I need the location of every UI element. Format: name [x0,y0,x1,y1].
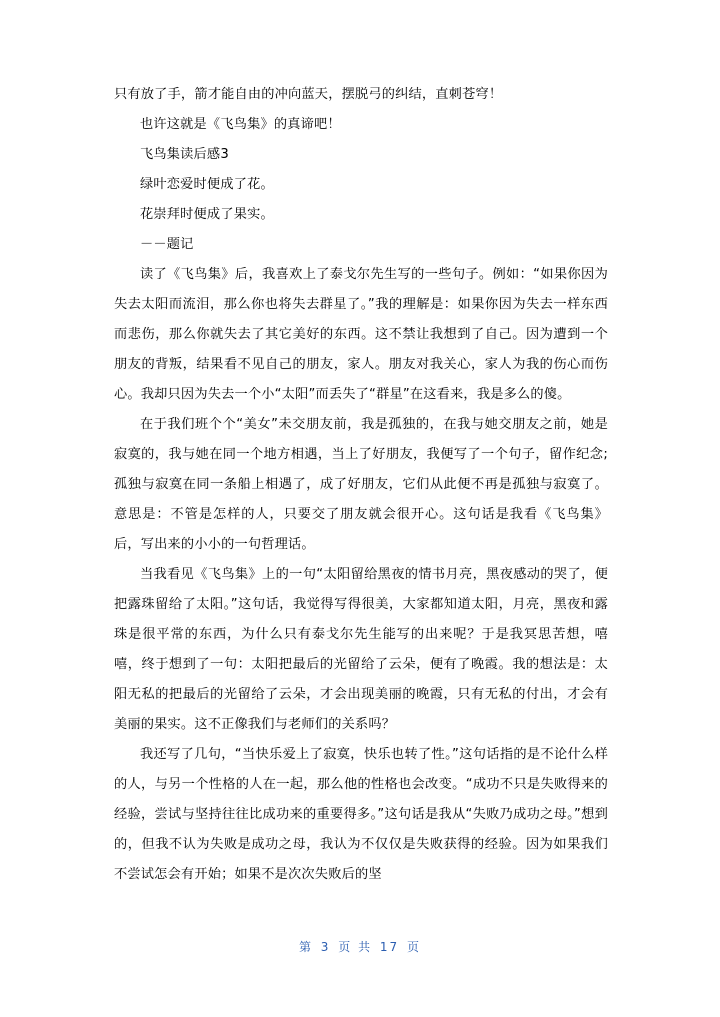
footer-middle: 页 共 [338,940,373,954]
page-footer [0,938,720,955]
paragraph: 读了《飞鸟集》后，我喜欢上了泰戈尔先生写的一些句子。例如：“如果你因为失去太阳而流泪，那么你也将失去群星了。”我的理解是：如果你因为失去一样东西而悲伤，那么你就失去了其它美好的东西。这不禁让我想到了自己。因为遭到一个朋友的背叛，结果看不见自己的朋友，家人。朋友对我关心，家人为我的伤心而伤心。我却只因为失去一个小“太阳”而丢失了“群星”在这看来，我是多么的傻。 [114,267,608,402]
footer-prefix: 第 [298,940,313,954]
footer-page-number: 3 [320,940,331,954]
paragraph: 我还写了几句，“当快乐爱上了寂寞，快乐也转了性。”这句话指的是不论什么样的人，与另一个性格的人在一起，那么他的性格也会改变。“成功不只是失败得来的经验，尝试与坚持往往比成功来的重要得多。”这句话是我从“失败乃成功之母。”想到的，但我不认为失败是成功之母，我认为不仅仅是失败获得的经验。因为如果我们不尝试怎会有开始；如果不是次次失败后的坚 [114,747,608,882]
paragraph: 也许这就是《飞鸟集》的真谛吧！ [140,117,341,132]
paragraph: 在于我们班个个“美女”未交朋友前，我是孤独的，在我与她交朋友之前，她是寂寞的，我与她在同一个地方相遇，当上了好朋友，我便写了一个句子，留作纪念;孤独与寂寞在同一条船上相遇了，成了好朋友，它们从此便不再是孤独与寂寞了。意思是：不管是怎样的人，只要交了朋友就会很开心。这句话是我看《飞鸟集》后，写出来的小小的一句哲理话。 [114,417,608,552]
epigraph-label: －－题记 [140,237,194,252]
paragraph: 绿叶恋爱时便成了花。 [140,177,274,192]
footer-suffix: 页 [407,940,422,954]
paragraph: 只有放了手，箭才能自由的冲向蓝天，摆脱弓的纠结，直刺苍穹！ [114,87,503,102]
section-heading: 飞鸟集读后感3 [140,147,229,162]
document-body [114,80,608,890]
paragraph: 当我看见《飞鸟集》上的一句“太阳留给黑夜的情书月亮，黑夜感动的哭了，便把露珠留给了太阳。”这句话，我觉得写得很美，大家都知道太阳，月亮，黑夜和露珠是很平常的东西，为什么只有泰戈尔先生能写的出来呢？于是我冥思苦想，嘻嘻，终于想到了一句：太阳把最后的光留给了云朵，便有了晚霞。我的想法是：太阳无私的把最后的光留给了云朵，才会出现美丽的晚霞，只有无私的付出，才会有美丽的果实。这不正像我们与老师们的关系吗？ [114,567,608,732]
footer-total-pages: 17 [379,940,400,954]
paragraph: 花崇拜时便成了果实。 [140,207,274,222]
